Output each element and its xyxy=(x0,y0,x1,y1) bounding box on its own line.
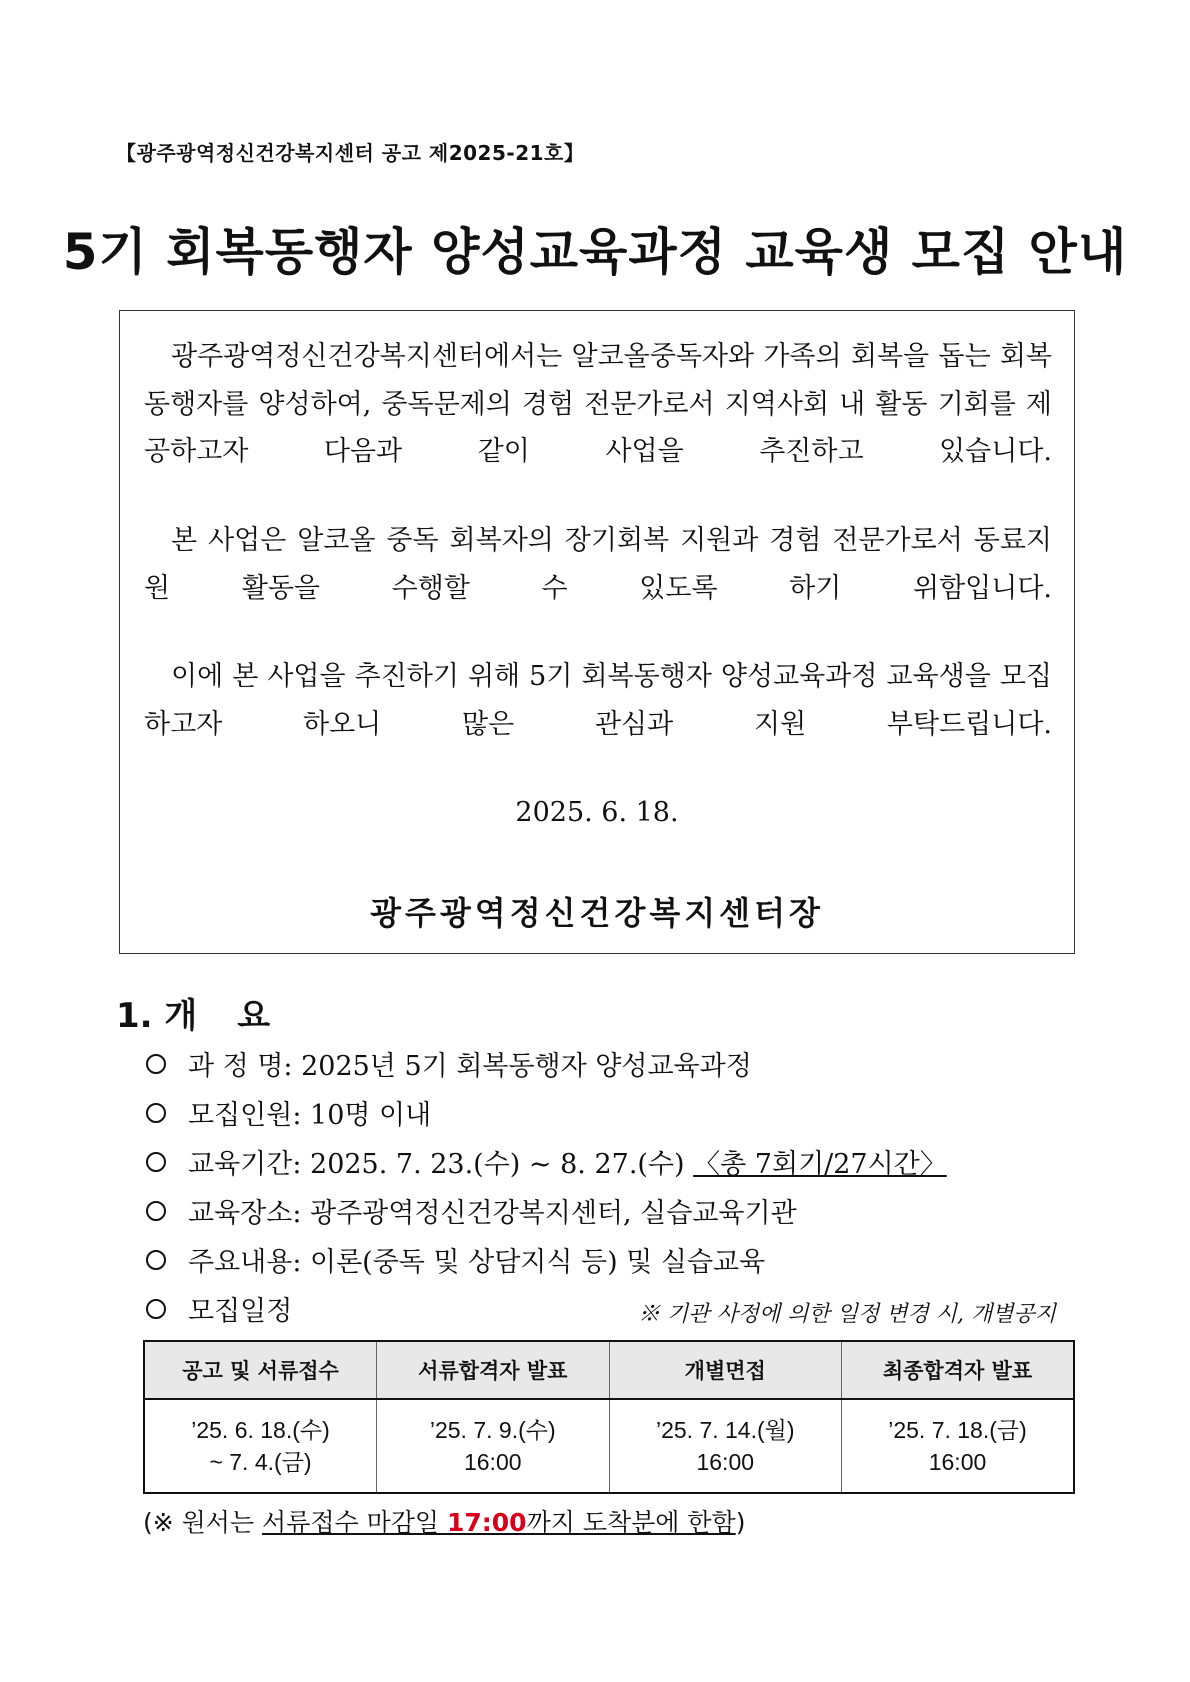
footnote-deadline-time: 17:00 xyxy=(447,1508,527,1537)
table-header-cell: 공고 및 서류접수 xyxy=(144,1341,377,1399)
circle-bullet-icon xyxy=(146,1152,166,1172)
item-label: 과 정 명: xyxy=(188,1051,302,1082)
circle-bullet-icon xyxy=(146,1299,166,1319)
cell-line-2: 16:00 xyxy=(928,1449,987,1475)
intro-paragraph-1-text: 광주광역정신건강복지센터에서는 알코올중독자와 가족의 회복을 돕는 회복동행자를 양성하여, 중독문제의 경험 전문가로서 지역사회 내 활동 기회를 제공하고자 다음과 같이 사업을 추진하고 있습니다. xyxy=(144,341,1052,467)
table-row xyxy=(144,1399,1074,1493)
table-cell xyxy=(609,1399,842,1493)
list-item-recruit xyxy=(146,1093,1086,1142)
item-label: 주요내용: xyxy=(188,1247,311,1278)
item-label: 모집일정 xyxy=(188,1296,293,1327)
notice-date: 2025. 6. 18. xyxy=(515,797,679,828)
table-cell xyxy=(377,1399,610,1493)
cell-line-1: ’25. 7. 14.(월) xyxy=(655,1417,795,1443)
item-value: 이론(중독 및 상담지식 등) 및 실습교육 xyxy=(310,1247,766,1278)
item-value: 2025. 7. 23.(수) ~ 8. 27.(수) xyxy=(310,1149,694,1180)
circle-bullet-icon xyxy=(146,1201,166,1221)
signer: 광주광역정신건강복지센터장 xyxy=(370,894,824,932)
period-total: 〈총 7회기/27시간〉 xyxy=(693,1149,947,1180)
circle-bullet-icon xyxy=(146,1054,166,1074)
circle-bullet-icon xyxy=(146,1250,166,1270)
page-title: 5기 회복동행자 양성교육과정 교육생 모집 안내 xyxy=(62,223,1128,281)
list-item-course xyxy=(146,1044,1086,1093)
intro-paragraph-1 xyxy=(144,333,1052,476)
overview-list xyxy=(146,1044,1086,1338)
list-item-schedule xyxy=(146,1289,1086,1338)
footnote-prefix: (※ 원서는 xyxy=(143,1508,263,1537)
cell-line-1: ’25. 7. 9.(수) xyxy=(429,1417,556,1443)
table-cell xyxy=(144,1399,377,1493)
cell-line-2: 16:00 xyxy=(463,1449,522,1475)
table-header-cell: 개별면접 xyxy=(609,1341,842,1399)
section-1-heading xyxy=(116,988,270,1037)
footnote-underlined xyxy=(262,1508,736,1537)
intro-paragraph-2 xyxy=(144,517,1052,612)
item-label: 모집인원: xyxy=(188,1100,311,1131)
section-title-part-a: 개 xyxy=(164,996,198,1036)
list-item-place xyxy=(146,1191,1086,1240)
section-number: 1. xyxy=(116,996,153,1036)
footnote-deadline-text: 서류접수 마감일 xyxy=(262,1508,447,1537)
table-cell xyxy=(842,1399,1075,1493)
cell-line-2: 16:00 xyxy=(696,1449,755,1475)
circle-bullet-icon xyxy=(146,1103,166,1123)
cell-line-1: ’25. 7. 18.(금) xyxy=(888,1417,1027,1443)
item-value: 광주광역정신건강복지센터, 실습교육기관 xyxy=(310,1198,797,1229)
item-value: 2025년 5기 회복동행자 양성교육과정 xyxy=(301,1051,752,1082)
item-label: 교육장소: xyxy=(188,1198,311,1229)
intro-box xyxy=(119,310,1075,954)
application-footnote xyxy=(143,1503,745,1539)
intro-paragraph-3-text: 이에 본 사업을 추진하기 위해 5기 회복동행자 양성교육과정 교육생을 모집하고자 하오니 많은 관심과 지원 부탁드립니다. xyxy=(144,661,1052,740)
list-item-period xyxy=(146,1142,1086,1191)
cell-line-2: ~ 7. 4.(금) xyxy=(209,1449,312,1475)
schedule-table xyxy=(143,1340,1075,1494)
schedule-note: ※ 기관 사정에 의한 일정 변경 시, 개별공지 xyxy=(638,1302,1056,1327)
table-header-row xyxy=(144,1341,1074,1399)
table-header-cell: 최종합격자 발표 xyxy=(842,1341,1075,1399)
notice-number: 【광주광역정신건강복지센터 공고 제2025-21호】 xyxy=(116,141,585,165)
list-item-content xyxy=(146,1240,1086,1289)
intro-paragraph-2-text: 본 사업은 알코올 중독 회복자의 장기회복 지원과 경험 전문가로서 동료지원 활동을 수행할 수 있도록 하기 위함입니다. xyxy=(144,525,1052,604)
cell-line-1: ’25. 6. 18.(수) xyxy=(191,1417,330,1443)
item-value: 10명 이내 xyxy=(310,1100,432,1131)
intro-paragraph-3 xyxy=(144,653,1052,748)
footnote-suffix: ) xyxy=(735,1508,746,1537)
item-label: 교육기간: xyxy=(188,1149,311,1180)
footnote-arrival-text: 까지 도착분에 한함 xyxy=(526,1508,736,1537)
section-title-part-b: 요 xyxy=(237,996,271,1036)
table-header-cell: 서류합격자 발표 xyxy=(377,1341,610,1399)
